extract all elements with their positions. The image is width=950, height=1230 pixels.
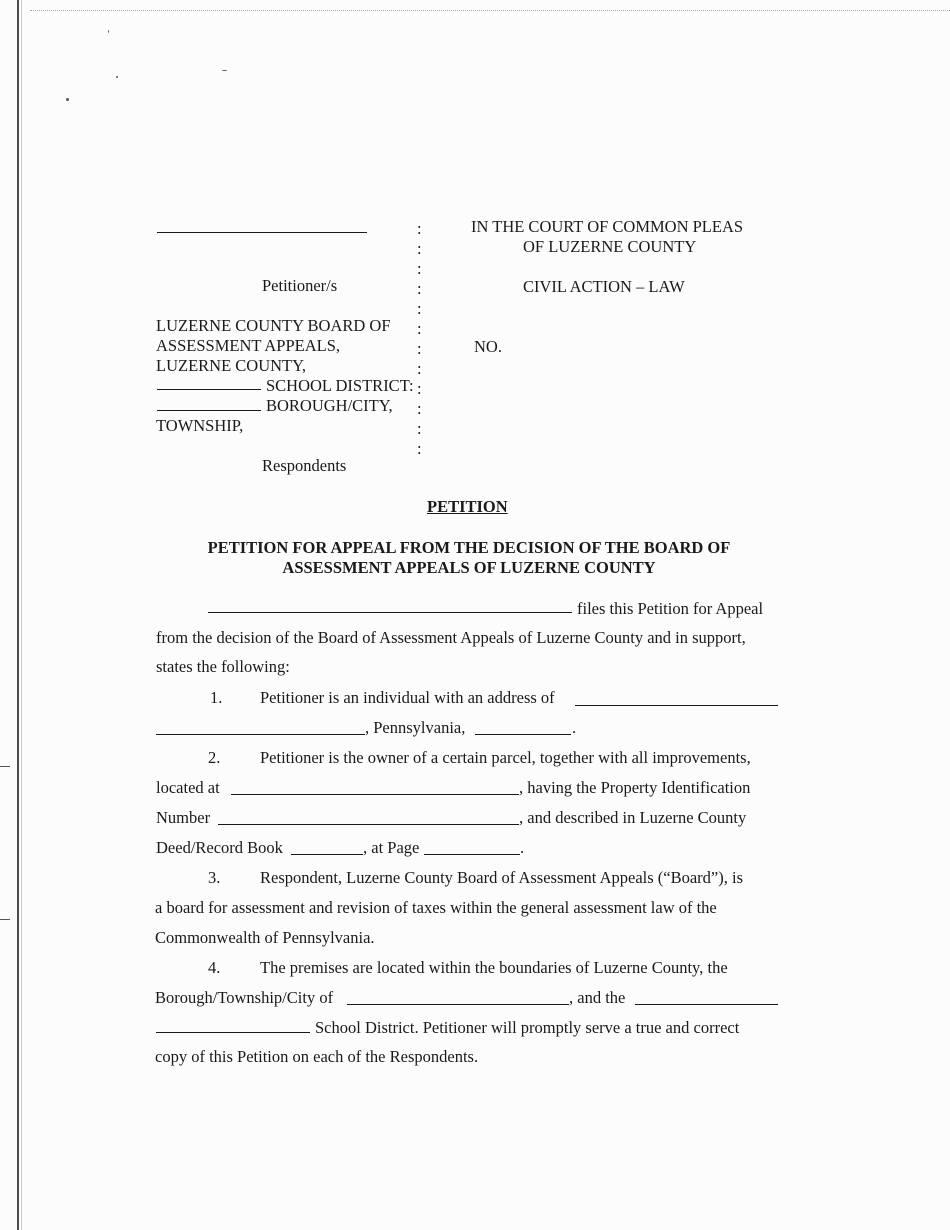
paragraph-number: 1.	[210, 688, 223, 707]
paragraph-text: , at Page	[363, 838, 420, 857]
paragraph-text: .	[572, 718, 577, 737]
scan-edge	[17, 0, 19, 1230]
municipality-blank	[347, 1004, 569, 1005]
paragraph-text: Deed/Record Book	[156, 838, 283, 857]
paragraph-text: The premises are located within the boundaries of Luzerne County, the	[260, 958, 728, 977]
respondents-label: Respondents	[262, 456, 347, 475]
paragraph-text: Number	[156, 808, 211, 827]
petitioner-name-blank	[157, 232, 367, 233]
action-type: CIVIL ACTION – LAW	[523, 277, 685, 296]
school-district-name-blank	[156, 1032, 310, 1033]
petitioner-label: Petitioner/s	[262, 276, 338, 295]
paragraph-text: , Pennsylvania,	[365, 718, 466, 737]
court-name: IN THE COURT OF COMMON PLEAS	[471, 217, 744, 236]
page-title: PETITION	[427, 497, 508, 516]
paragraph-text: Petitioner is an individual with an address of	[260, 688, 555, 707]
city-blank	[156, 734, 365, 735]
paragraph-text: Borough/Township/City of	[155, 988, 334, 1007]
deed-page-blank	[424, 854, 520, 855]
caption-separator: : : : : : : : : : : : :	[417, 219, 422, 458]
property-id-blank	[218, 824, 519, 825]
paragraph-number: 3.	[208, 868, 221, 887]
paragraph-text: copy of this Petition on each of the Respondents.	[155, 1047, 479, 1066]
respondent-line: SCHOOL DISTRICT:	[266, 376, 414, 395]
docket-number-label: NO.	[474, 337, 502, 356]
paragraph-text: located at	[156, 778, 220, 797]
paragraph-text: School District. Petitioner will promptly serve a true and correct	[315, 1018, 740, 1037]
intro-text: states the following:	[156, 657, 290, 676]
scan-speck	[108, 30, 109, 33]
paragraph-number: 4.	[208, 958, 221, 977]
paragraph-text: Petitioner is the owner of a certain parcel, together with all improvements,	[260, 748, 751, 767]
paragraph-text: Commonwealth of Pennsylvania.	[155, 928, 375, 947]
paragraph-text: .	[520, 838, 525, 857]
scan-edge	[30, 10, 950, 11]
paragraph-text: Respondent, Luzerne County Board of Assessment Appeals (“Board”), is	[260, 868, 743, 887]
scan-mark	[0, 766, 10, 767]
school-district-name-blank	[635, 1004, 778, 1005]
respondent-line: LUZERNE COUNTY BOARD OF	[156, 316, 391, 335]
scan-speck	[222, 70, 227, 71]
intro-text: files this Petition for Appeal	[577, 599, 764, 618]
subtitle-line: ASSESSMENT APPEALS OF LUZERNE COUNTY	[282, 558, 656, 577]
respondent-line: LUZERNE COUNTY,	[156, 356, 307, 375]
court-county: OF LUZERNE COUNTY	[523, 237, 697, 256]
scan-speck	[66, 98, 69, 101]
paragraph-number: 2.	[208, 748, 221, 767]
paragraph-text: , and described in Luzerne County	[519, 808, 747, 827]
respondent-line: TOWNSHIP,	[156, 416, 244, 435]
respondent-line: BOROUGH/CITY,	[266, 396, 393, 415]
zip-blank	[475, 734, 571, 735]
petitioner-name-blank	[208, 612, 572, 613]
address-blank	[575, 705, 778, 706]
school-district-blank	[157, 389, 261, 390]
paragraph-text: , having the Property Identification	[519, 778, 751, 797]
scan-speck	[116, 76, 118, 78]
parcel-location-blank	[231, 794, 519, 795]
subtitle-line: PETITION FOR APPEAL FROM THE DECISION OF THE BOARD OF	[207, 538, 731, 557]
respondent-line: ASSESSMENT APPEALS,	[156, 336, 341, 355]
paragraph-text: , and the	[569, 988, 626, 1007]
borough-city-blank	[157, 410, 261, 411]
scan-edge	[21, 0, 22, 1230]
intro-text: from the decision of the Board of Assessment Appeals of Luzerne County and in support,	[156, 628, 746, 647]
paragraph-text: a board for assessment and revision of taxes within the general assessment law of the	[155, 898, 717, 917]
deed-book-blank	[291, 854, 363, 855]
scan-mark	[0, 919, 10, 920]
